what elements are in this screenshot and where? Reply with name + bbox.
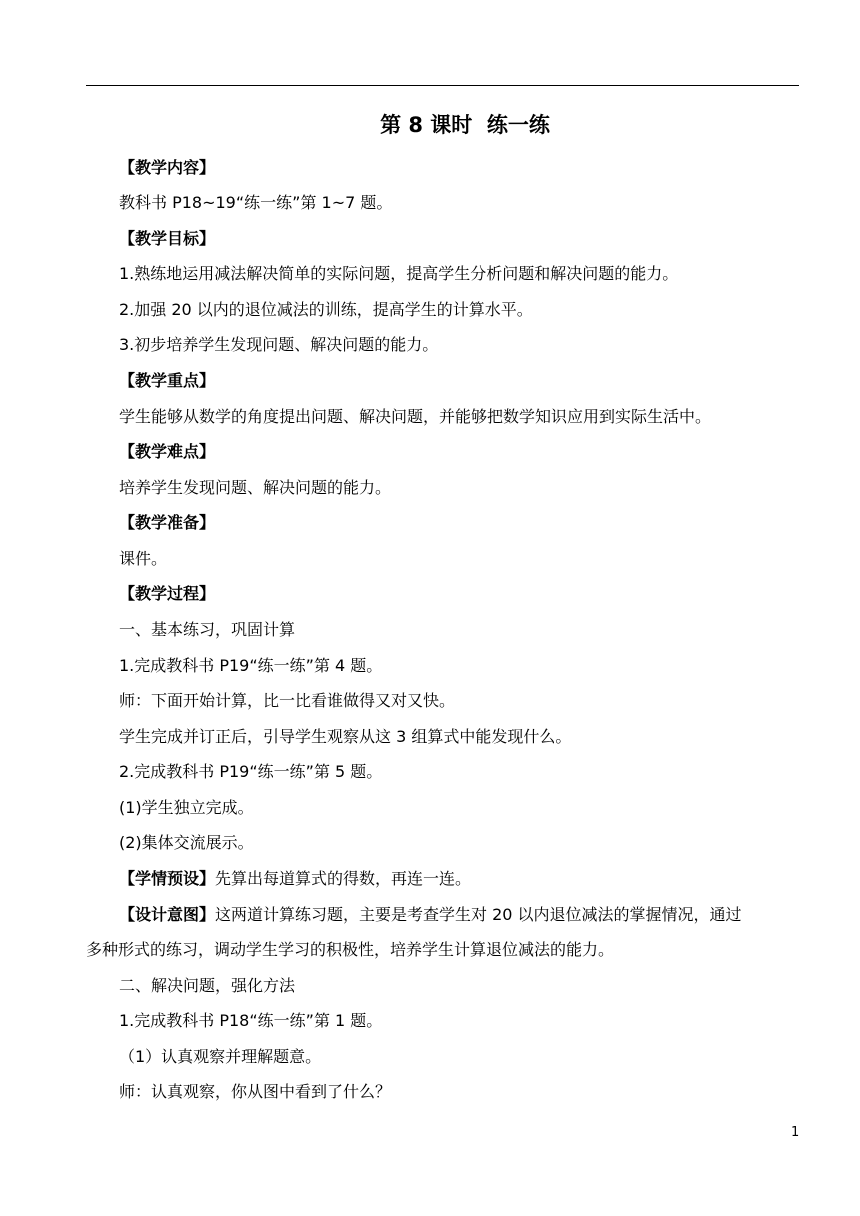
paragraph: 教科书 P18~19“练一练”第 1~7 题。: [119, 193, 393, 212]
student-preset-label: 【学情预设】: [119, 869, 216, 888]
paragraph: 学生完成并订正后，引导学生观察从这 3 组算式中能发现什么。: [119, 727, 572, 746]
heading-content: 【教学内容】: [119, 158, 216, 177]
page-number: 1: [791, 1125, 800, 1140]
header-rule: [86, 85, 799, 86]
paragraph: 2.完成教科书 P19“练一练”第 5 题。: [119, 762, 383, 781]
paragraph: 师：认真观察，你从图中看到了什么？: [119, 1082, 392, 1101]
design-intent-label: 【设计意图】: [119, 905, 216, 924]
student-preset: [119, 867, 471, 891]
paragraph: 课件。: [119, 549, 168, 568]
page-title: 第 8 课时 练一练: [380, 113, 550, 137]
paragraph: 1.完成教科书 P18“练一练”第 1 题。: [119, 1011, 383, 1030]
design-intent-continued: 多种形式的练习，调动学生学习的积极性，培养学生计算退位减法的能力。: [86, 940, 615, 959]
objective-2: 2.加强 20 以内的退位减法的训练，提高学生的计算水平。: [119, 300, 533, 319]
objective-3: 3.初步培养学生发现问题、解决问题的能力。: [119, 335, 439, 354]
paragraph: （1）认真观察并理解题意。: [119, 1047, 322, 1066]
heading-key-points: 【教学重点】: [119, 371, 216, 390]
heading-objectives: 【教学目标】: [119, 229, 216, 248]
paragraph: 1.完成教科书 P19“练一练”第 4 题。: [119, 656, 383, 675]
heading-process: 【教学过程】: [119, 584, 216, 603]
section-heading: 一、基本练习，巩固计算: [119, 620, 296, 639]
design-intent-text: 这两道计算练习题，主要是考查学生对 20 以内退位减法的掌握情况，通过: [215, 905, 742, 924]
heading-difficulties: 【教学难点】: [119, 442, 216, 461]
paragraph: (2)集体交流展示。: [119, 833, 254, 852]
paragraph: 师：下面开始计算，比一比看谁做得又对又快。: [119, 691, 456, 710]
paragraph: (1)学生独立完成。: [119, 798, 254, 817]
paragraph: 培养学生发现问题、解决问题的能力。: [119, 478, 392, 497]
heading-preparation: 【教学准备】: [119, 513, 216, 532]
paragraph: 学生能够从数学的角度提出问题、解决问题，并能够把数学知识应用到实际生活中。: [119, 407, 712, 426]
student-preset-text: 先算出每道算式的得数，再连一连。: [215, 869, 472, 888]
design-intent: [119, 903, 742, 927]
objective-1: 1.熟练地运用减法解决简单的实际问题，提高学生分析问题和解决问题的能力。: [119, 264, 679, 283]
section-heading: 二、解决问题，强化方法: [119, 976, 296, 995]
